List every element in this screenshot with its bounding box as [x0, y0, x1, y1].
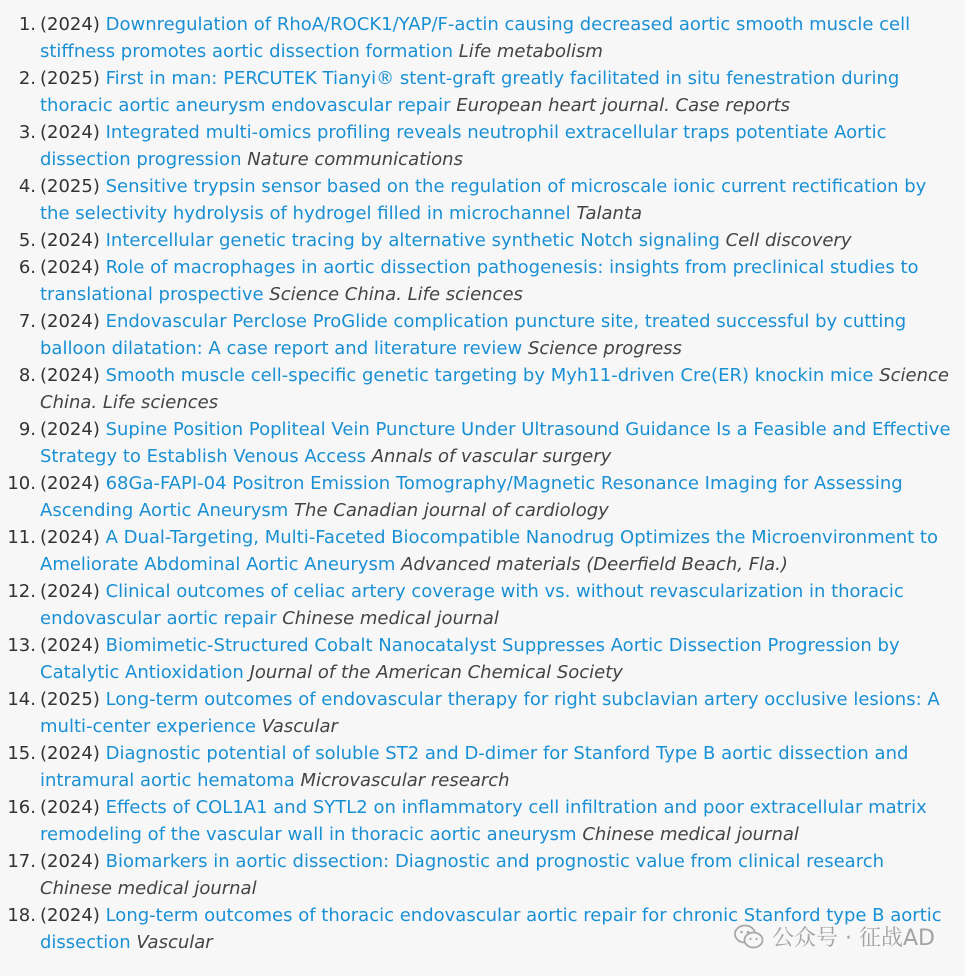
publication-number: 14.	[7, 689, 36, 710]
publication-number: 8.	[18, 365, 36, 386]
publication-journal: Talanta	[576, 203, 643, 224]
publication-year: (2024)	[40, 419, 100, 440]
publication-number: 7.	[18, 311, 36, 332]
publication-item	[0, 416, 955, 470]
publication-title-link[interactable]: Biomarkers in aortic dissection: Diagnostic and prognostic value from clinical research	[105, 851, 884, 872]
publication-title-link[interactable]: First in man: PERCUTEK Tianyi® stent-graft greatly facilitated in situ fenestration during thoracic aortic aneurysm endovascular repair	[40, 68, 900, 116]
publication-item	[0, 578, 955, 632]
publication-journal: Cell discovery	[725, 230, 852, 251]
publication-title-link[interactable]: Sensitive trypsin sensor based on the regulation of microscale ionic current rectification by the selectivity hydrolysis of hydrogel filled in microchannel	[40, 176, 927, 224]
publication-title-link[interactable]: Intercellular genetic tracing by alternative synthetic Notch signaling	[105, 230, 720, 251]
publication-journal: Vascular	[136, 932, 213, 953]
publication-year: (2024)	[40, 851, 100, 872]
publication-journal: Advanced materials (Deerfield Beach, Fla.)	[401, 554, 788, 575]
publication-title-link[interactable]: Biomimetic-Structured Cobalt Nanocatalyst Suppresses Aortic Dissection Progression by Catalytic Antioxidation	[40, 635, 900, 683]
publication-year: (2024)	[40, 635, 100, 656]
publication-number: 5.	[18, 230, 36, 251]
publication-journal: Science China. Life sciences	[269, 284, 523, 305]
publication-title-link[interactable]: A Dual-Targeting, Multi-Faceted Biocompatible Nanodrug Optimizes the Microenvironment to Ameliorate Abdominal Aortic Aneurysm	[40, 527, 938, 575]
publication-number: 6.	[18, 257, 36, 278]
publication-title-link[interactable]: Long-term outcomes of endovascular therapy for right subclavian artery occlusive lesions: A multi-center experience	[40, 689, 940, 737]
publication-journal: Chinese medical journal	[582, 824, 799, 845]
publication-title-link[interactable]: Role of macrophages in aortic dissection pathogenesis: insights from preclinical studies to translational prospective	[40, 257, 919, 305]
publication-journal: The Canadian journal of cardiology	[294, 500, 609, 521]
publication-item	[0, 794, 955, 848]
publication-item	[0, 632, 955, 686]
publication-number: 12.	[7, 581, 36, 602]
publication-year: (2025)	[40, 68, 100, 89]
publication-year: (2024)	[40, 230, 100, 251]
publication-journal: Annals of vascular surgery	[371, 446, 612, 467]
publication-item	[0, 848, 955, 902]
publication-year: (2024)	[40, 797, 100, 818]
publication-item	[0, 308, 955, 362]
publication-number: 1.	[18, 14, 36, 35]
publication-year: (2024)	[40, 257, 100, 278]
publication-journal: Vascular	[261, 716, 338, 737]
publication-journal: Life metabolism	[458, 41, 603, 62]
publication-title-link[interactable]: Endovascular Perclose ProGlide complication puncture site, treated successful by cutting balloon dilatation: A case report and literature review	[40, 311, 907, 359]
publication-journal: Science China. Life sciences	[40, 365, 950, 413]
publication-journal: Chinese medical journal	[40, 878, 257, 899]
publication-year: (2024)	[40, 527, 100, 548]
publication-year: (2025)	[40, 689, 100, 710]
publication-journal: Microvascular research	[300, 770, 510, 791]
publication-number: 15.	[7, 743, 36, 764]
publication-title-link[interactable]: Diagnostic potential of soluble ST2 and D-dimer for Stanford Type B aortic dissection and intramural aortic hematoma	[40, 743, 909, 791]
publication-number: 13.	[7, 635, 36, 656]
wechat-icon	[734, 924, 764, 950]
publication-title-link[interactable]: Clinical outcomes of celiac artery coverage with vs. without revascularization in thoracic endovascular aortic repair	[40, 581, 904, 629]
publication-year: (2024)	[40, 311, 100, 332]
publication-number: 4.	[18, 176, 36, 197]
publication-list	[0, 11, 955, 956]
publication-title-link[interactable]: Supine Position Popliteal Vein Puncture Under Ultrasound Guidance Is a Feasible and Effective Strategy to Establish Venous Access	[40, 419, 951, 467]
publication-year: (2024)	[40, 905, 100, 926]
publication-number: 17.	[7, 851, 36, 872]
publication-journal: Nature communications	[247, 149, 463, 170]
watermark	[734, 921, 935, 952]
publication-year: (2024)	[40, 122, 100, 143]
publication-year: (2024)	[40, 581, 100, 602]
publication-item	[0, 65, 955, 119]
publication-title-link[interactable]: Downregulation of RhoA/ROCK1/YAP/F-actin causing decreased aortic smooth muscle cell stiffness promotes aortic dissection formation	[40, 14, 911, 62]
publication-year: (2024)	[40, 14, 100, 35]
publication-year: (2024)	[40, 743, 100, 764]
publication-journal: European heart journal. Case reports	[456, 95, 791, 116]
publication-journal: Journal of the American Chemical Society	[249, 662, 623, 683]
publication-title-link[interactable]: Long-term outcomes of thoracic endovascular aortic repair for chronic Stanford type B aortic dissection	[40, 905, 942, 953]
publication-item	[0, 740, 955, 794]
publication-number: 9.	[18, 419, 36, 440]
publication-title-link[interactable]: Effects of COL1A1 and SYTL2 on inflammatory cell infiltration and poor extracellular matrix remodeling of the vascular wall in thoracic aortic aneurysm	[40, 797, 927, 845]
publication-number: 18.	[7, 905, 36, 926]
publication-year: (2024)	[40, 473, 100, 494]
publication-number: 3.	[18, 122, 36, 143]
publication-number: 10.	[7, 473, 36, 494]
publication-number: 16.	[7, 797, 36, 818]
publication-item	[0, 470, 955, 524]
publication-item	[0, 173, 955, 227]
publication-item	[0, 119, 955, 173]
publication-item	[0, 254, 955, 308]
publication-year: (2024)	[40, 365, 100, 386]
publication-journal: Chinese medical journal	[282, 608, 499, 629]
publication-item	[0, 524, 955, 578]
publication-title-link[interactable]: 68Ga-FAPI-04 Positron Emission Tomography/Magnetic Resonance Imaging for Assessing Ascending Aortic Aneurysm	[40, 473, 903, 521]
publication-item	[0, 11, 955, 65]
publication-item	[0, 686, 955, 740]
publication-year: (2025)	[40, 176, 100, 197]
publication-number: 11.	[7, 527, 36, 548]
publication-journal: Science progress	[527, 338, 682, 359]
watermark-text: 公众号 · 征战AD	[772, 926, 935, 951]
publication-item	[0, 227, 955, 254]
publication-number: 2.	[18, 68, 36, 89]
publication-title-link[interactable]: Integrated multi-omics profiling reveals neutrophil extracellular traps potentiate Aortic dissection progression	[40, 122, 887, 170]
publication-title-link[interactable]: Smooth muscle cell-specific genetic targeting by Myh11-driven Cre(ER) knockin mice	[105, 365, 874, 386]
publication-item	[0, 362, 955, 416]
